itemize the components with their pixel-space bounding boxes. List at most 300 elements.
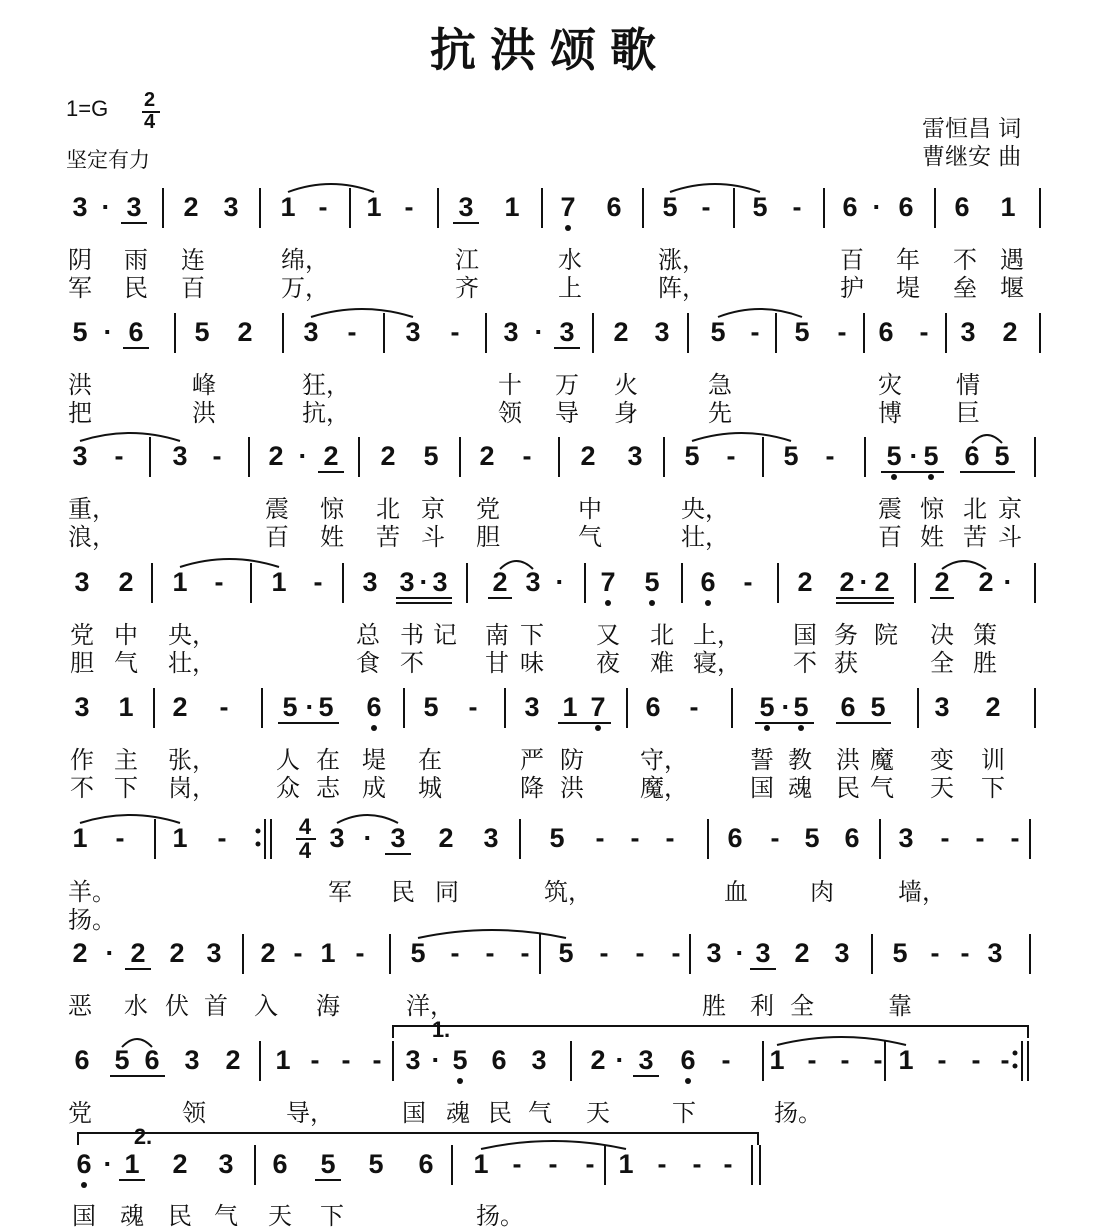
- lyric-char: 民: [391, 878, 415, 906]
- note: -: [468, 692, 478, 722]
- lyric-char: 领: [182, 1099, 206, 1127]
- lyric-char: 靠: [888, 992, 912, 1020]
- note: 3: [405, 1045, 421, 1075]
- note: 3: [755, 938, 771, 968]
- note: 3: [218, 1149, 234, 1179]
- composer-credit: 曹继安 曲: [922, 144, 1022, 170]
- note: -: [750, 317, 760, 347]
- lyric-char: 主: [114, 746, 138, 774]
- lyric-char: 血: [724, 878, 748, 906]
- lyric-char: 央，: [681, 495, 729, 523]
- lyric-char: 阵，: [658, 274, 706, 302]
- lyric-char: 央，: [168, 621, 216, 649]
- note: -: [450, 938, 460, 968]
- key-signature: 1=G: [66, 96, 109, 121]
- note: 3: [362, 567, 378, 597]
- tie-slur: [692, 433, 791, 441]
- note: 3: [834, 938, 850, 968]
- lyric-char: 海: [316, 992, 340, 1020]
- note: -: [657, 1149, 667, 1179]
- note: 7: [560, 192, 576, 222]
- note: 5: [423, 692, 439, 722]
- note: 5: [804, 823, 820, 853]
- note: 2: [130, 938, 146, 968]
- lyric-char: 墙，: [898, 878, 946, 906]
- lyric-char: 重，: [68, 495, 116, 523]
- note: 3: [74, 567, 90, 597]
- note: 6: [144, 1045, 160, 1075]
- lyric-char: 记: [433, 621, 457, 649]
- note: -: [341, 1045, 351, 1075]
- note: 1: [618, 1149, 634, 1179]
- note: 1: [172, 823, 188, 853]
- tie-slur: [418, 930, 566, 938]
- lyric-char: 魂: [446, 1099, 470, 1127]
- lyric-char: 志: [316, 774, 340, 802]
- note: 5: [558, 938, 574, 968]
- note: -: [115, 823, 125, 853]
- note: -: [635, 938, 645, 968]
- note: -: [212, 441, 222, 471]
- repeat-dot: [1013, 1051, 1018, 1056]
- lyricist-credit: 雷恒昌 词: [922, 116, 1022, 142]
- lyric-char: 扬。: [68, 906, 116, 934]
- note: -: [347, 317, 357, 347]
- note: -: [512, 1149, 522, 1179]
- lyric-char: 食: [356, 649, 380, 677]
- note: ·: [909, 441, 919, 471]
- note: 3: [184, 1045, 200, 1075]
- lyric-char: 洋，: [406, 992, 454, 1020]
- note: -: [217, 823, 227, 853]
- note: 2: [797, 567, 813, 597]
- lyric-char: 下: [114, 774, 138, 802]
- lyric-char: 味: [520, 649, 544, 677]
- lyric-char: 军: [68, 274, 92, 302]
- note: -: [1000, 1045, 1010, 1075]
- tie-slur: [311, 309, 413, 317]
- lyric-char: 严: [520, 746, 544, 774]
- note: -: [807, 1045, 817, 1075]
- lyric-char: 下: [520, 621, 544, 649]
- lyric-char: 博: [878, 399, 902, 427]
- note: 5: [684, 441, 700, 471]
- note: ·: [555, 567, 565, 597]
- lyric-char: 震: [265, 495, 289, 523]
- lyric-char: 在: [316, 746, 340, 774]
- lyric-char: 利: [750, 992, 774, 1020]
- note: -: [318, 192, 328, 222]
- note: 3: [706, 938, 722, 968]
- lyric-char: 齐: [455, 274, 479, 302]
- note: 1: [1000, 192, 1016, 222]
- lyric-char: 京: [421, 495, 445, 523]
- octave-dot: [705, 600, 711, 606]
- note: 5: [759, 692, 775, 722]
- lyric-char: 国: [72, 1202, 96, 1230]
- note: 3: [524, 692, 540, 722]
- octave-dot: [798, 725, 804, 731]
- repeat-dot: [256, 829, 261, 834]
- lyric-char: 训: [981, 746, 1005, 774]
- note: 2: [225, 1045, 241, 1075]
- lyric-char: 洪: [68, 371, 92, 399]
- note: -: [930, 938, 940, 968]
- note: 5: [793, 692, 809, 722]
- time-sig-4-4-top: 4: [298, 814, 312, 839]
- lyric-char: 夜: [596, 649, 620, 677]
- note: 6: [964, 441, 980, 471]
- lyric-char: 抗，: [302, 399, 350, 427]
- note: 5: [410, 938, 426, 968]
- note: 6: [878, 317, 894, 347]
- lyric-char: 书: [400, 621, 424, 649]
- note: 3: [126, 192, 142, 222]
- note: 5: [320, 1149, 336, 1179]
- lyric-char: 气: [870, 774, 894, 802]
- note: 3: [559, 317, 575, 347]
- octave-dot: [649, 600, 655, 606]
- note: -: [837, 317, 847, 347]
- octave-dot: [605, 600, 611, 606]
- lyric-char: 气: [578, 523, 602, 551]
- note: -: [726, 441, 736, 471]
- lyric-char: 绵，: [281, 246, 329, 274]
- lyric-char: 民: [168, 1202, 192, 1230]
- lyric-char: 甘: [485, 649, 509, 677]
- lyric-char: 城: [418, 774, 442, 802]
- lyric-char: 上，: [693, 621, 741, 649]
- lyric-char: 斗: [998, 523, 1022, 551]
- note: 2: [985, 692, 1001, 722]
- repeat-dot: [1013, 1064, 1018, 1069]
- lyric-char: 惊: [920, 495, 944, 523]
- note: ·: [103, 1149, 113, 1179]
- lyric-char: 不: [793, 649, 817, 677]
- note: 3: [987, 938, 1003, 968]
- note: 3: [898, 823, 914, 853]
- lyric-char: 扬。: [476, 1202, 524, 1230]
- note: 2: [1002, 317, 1018, 347]
- note: 3: [960, 317, 976, 347]
- note: 3: [525, 567, 541, 597]
- note: 6: [418, 1149, 434, 1179]
- lyric-char: 民: [488, 1099, 512, 1127]
- lyric-char: 灾: [878, 371, 902, 399]
- lyric-char: 北: [650, 621, 674, 649]
- lyric-char: 作: [70, 746, 94, 774]
- time-signature-bottom: 4: [144, 111, 156, 133]
- note: -: [599, 938, 609, 968]
- note: -: [313, 567, 323, 597]
- tie-slur: [718, 309, 802, 317]
- note: 3: [74, 692, 90, 722]
- lyric-char: 决: [930, 621, 954, 649]
- note: -: [310, 1045, 320, 1075]
- lyric-char: 胜: [973, 649, 997, 677]
- lyric-char: 雨: [124, 246, 148, 274]
- lyric-char: 百: [878, 523, 902, 551]
- lyric-char: 上: [558, 274, 582, 302]
- note: 5: [72, 317, 88, 347]
- note: 3: [223, 192, 239, 222]
- lyric-char: 国: [402, 1099, 426, 1127]
- lyric-char: 守，: [640, 746, 688, 774]
- note: 2: [613, 317, 629, 347]
- note: ·: [419, 567, 429, 597]
- note: 3: [405, 317, 421, 347]
- lyric-char: 百: [181, 274, 205, 302]
- lyric-char: 洪: [836, 746, 860, 774]
- note: -: [840, 1045, 850, 1075]
- note: -: [485, 938, 495, 968]
- lyric-char: 阴: [68, 246, 92, 274]
- note: ·: [735, 938, 745, 968]
- lyric-char: 天: [268, 1202, 292, 1230]
- note: -: [937, 1045, 947, 1075]
- note: 2: [172, 692, 188, 722]
- note: 3: [627, 441, 643, 471]
- lyric-char: 护: [840, 274, 864, 302]
- lyric-char: 同: [435, 878, 459, 906]
- note: 5: [752, 192, 768, 222]
- note: 6: [74, 1045, 90, 1075]
- lyric-char: 不: [953, 246, 977, 274]
- note: -: [214, 567, 224, 597]
- lyric-char: 苦: [963, 523, 987, 551]
- lyric-char: 斗: [421, 523, 445, 551]
- lyric-char: 堤: [362, 746, 386, 774]
- note: -: [114, 441, 124, 471]
- note: 2: [874, 567, 890, 597]
- note: ·: [534, 317, 544, 347]
- lyric-char: 水: [124, 992, 148, 1020]
- note: 1: [280, 192, 296, 222]
- note: -: [940, 823, 950, 853]
- note: 5: [114, 1045, 130, 1075]
- note: 1: [271, 567, 287, 597]
- lyric-char: 羊。: [68, 878, 116, 906]
- note: 2: [590, 1045, 606, 1075]
- note: -: [792, 192, 802, 222]
- note: ·: [859, 567, 869, 597]
- note: 3: [399, 567, 415, 597]
- lyric-char: 扬。: [774, 1099, 822, 1127]
- note: -: [919, 317, 929, 347]
- note: ·: [615, 1045, 625, 1075]
- tie-slur: [180, 559, 279, 567]
- note: 5: [368, 1149, 384, 1179]
- octave-dot: [685, 1078, 691, 1084]
- lyric-char: 气: [528, 1099, 552, 1127]
- note: -: [522, 441, 532, 471]
- lyric-char: 张，: [168, 746, 216, 774]
- note: 6: [645, 692, 661, 722]
- lyric-char: 国: [793, 621, 817, 649]
- note: 2: [580, 441, 596, 471]
- volta-2-bracket: [78, 1133, 758, 1145]
- tie-slur: [777, 1037, 906, 1045]
- lyric-char: 肉: [810, 878, 834, 906]
- lyric-char: 全: [930, 649, 954, 677]
- lyric-char: 党: [476, 495, 500, 523]
- note: 3: [654, 317, 670, 347]
- lyric-char: 又: [596, 621, 620, 649]
- note: -: [770, 823, 780, 853]
- note: 2: [118, 567, 134, 597]
- lyric-char: 胜: [702, 992, 726, 1020]
- note: -: [404, 192, 414, 222]
- note: 3: [206, 938, 222, 968]
- note: -: [701, 192, 711, 222]
- note: 2: [479, 441, 495, 471]
- note: -: [689, 692, 699, 722]
- note: 6: [680, 1045, 696, 1075]
- note: 2: [237, 317, 253, 347]
- note: ·: [105, 938, 115, 968]
- volta-1-bracket: [393, 1026, 1028, 1038]
- lyric-char: 领: [498, 399, 522, 427]
- note: 5: [452, 1045, 468, 1075]
- lyric-char: 南: [485, 621, 509, 649]
- note: -: [355, 938, 365, 968]
- note: -: [960, 938, 970, 968]
- lyric-char: 党: [70, 621, 94, 649]
- note: -: [873, 1045, 883, 1075]
- note: -: [1010, 823, 1020, 853]
- note: 6: [840, 692, 856, 722]
- note: -: [975, 823, 985, 853]
- lyric-char: 魂: [120, 1202, 144, 1230]
- lyric-char: 惊: [320, 495, 344, 523]
- note: 3: [934, 692, 950, 722]
- lyric-char: 策: [973, 621, 997, 649]
- note: ·: [305, 692, 315, 722]
- lyric-char: 天: [930, 774, 954, 802]
- lyric-char: 胆: [70, 649, 94, 677]
- repeat-dot: [256, 842, 261, 847]
- note: 3: [329, 823, 345, 853]
- note: -: [548, 1149, 558, 1179]
- note: 2: [380, 441, 396, 471]
- note: 2: [794, 938, 810, 968]
- lyric-char: 获: [834, 649, 858, 677]
- lyric-char: 壮，: [168, 649, 216, 677]
- note: 5: [644, 567, 660, 597]
- note: 2: [172, 1149, 188, 1179]
- lyric-char: 首: [204, 992, 228, 1020]
- octave-dot: [457, 1078, 463, 1084]
- note: -: [595, 823, 605, 853]
- note: 6: [844, 823, 860, 853]
- lyric-char: 防: [560, 746, 584, 774]
- octave-dot: [81, 1182, 87, 1188]
- lyric-char: 壮，: [681, 523, 729, 551]
- note: -: [971, 1045, 981, 1075]
- note: -: [630, 823, 640, 853]
- lyric-char: 胆: [476, 523, 500, 551]
- note: 6: [366, 692, 382, 722]
- lyric-char: 教: [788, 746, 812, 774]
- lyric-char: 誓: [750, 746, 774, 774]
- lyric-char: 入: [254, 992, 278, 1020]
- note: 5: [318, 692, 334, 722]
- note: 3: [503, 317, 519, 347]
- lyric-char: 姓: [320, 523, 344, 551]
- lyric-char: 民: [836, 774, 860, 802]
- octave-dot: [928, 474, 934, 480]
- note: -: [721, 1045, 731, 1075]
- note: -: [520, 938, 530, 968]
- note: 3: [531, 1045, 547, 1075]
- lyric-char: 气: [214, 1202, 238, 1230]
- lyric-char: 变: [930, 746, 954, 774]
- lyric-char: 万: [555, 371, 579, 399]
- tie-slur: [80, 815, 180, 823]
- note: 5: [282, 692, 298, 722]
- lyric-char: 人: [276, 746, 300, 774]
- lyric-char: 垒: [953, 274, 977, 302]
- note: 6: [491, 1045, 507, 1075]
- octave-dot: [371, 725, 377, 731]
- lyric-char: 导，: [286, 1099, 334, 1127]
- note: 2: [839, 567, 855, 597]
- octave-dot: [595, 725, 601, 731]
- note: 6: [128, 317, 144, 347]
- lyric-char: 洪: [560, 774, 584, 802]
- note: 3: [172, 441, 188, 471]
- note: 3: [72, 192, 88, 222]
- note: ·: [363, 823, 373, 853]
- note: 5: [662, 192, 678, 222]
- note: 2: [323, 441, 339, 471]
- note: 5: [194, 317, 210, 347]
- note: 6: [76, 1149, 92, 1179]
- lyric-char: 年: [896, 246, 920, 274]
- note: ·: [103, 317, 113, 347]
- note: 3: [432, 567, 448, 597]
- note: -: [450, 317, 460, 347]
- lyric-char: 在: [418, 746, 442, 774]
- tie-slur: [80, 433, 180, 441]
- note: 6: [606, 192, 622, 222]
- note: 5: [994, 441, 1010, 471]
- note: 2: [438, 823, 454, 853]
- note: 1: [366, 192, 382, 222]
- lyric-char: 中: [114, 621, 138, 649]
- note: -: [743, 567, 753, 597]
- note: -: [293, 938, 303, 968]
- lyric-char: 万，: [281, 274, 329, 302]
- note: ·: [781, 692, 791, 722]
- note: 6: [842, 192, 858, 222]
- note: 1: [320, 938, 336, 968]
- note: 5: [870, 692, 886, 722]
- note: 3: [72, 441, 88, 471]
- note: 6: [898, 192, 914, 222]
- note: 2: [268, 441, 284, 471]
- note: ·: [101, 192, 111, 222]
- note: 2: [169, 938, 185, 968]
- note: 2: [72, 938, 88, 968]
- lyric-char: 众: [276, 774, 300, 802]
- note: 5: [892, 938, 908, 968]
- lyric-char: 情: [956, 371, 980, 399]
- note: 6: [727, 823, 743, 853]
- note: 2: [492, 567, 508, 597]
- note: 2: [260, 938, 276, 968]
- lyric-char: 遇: [1000, 246, 1024, 274]
